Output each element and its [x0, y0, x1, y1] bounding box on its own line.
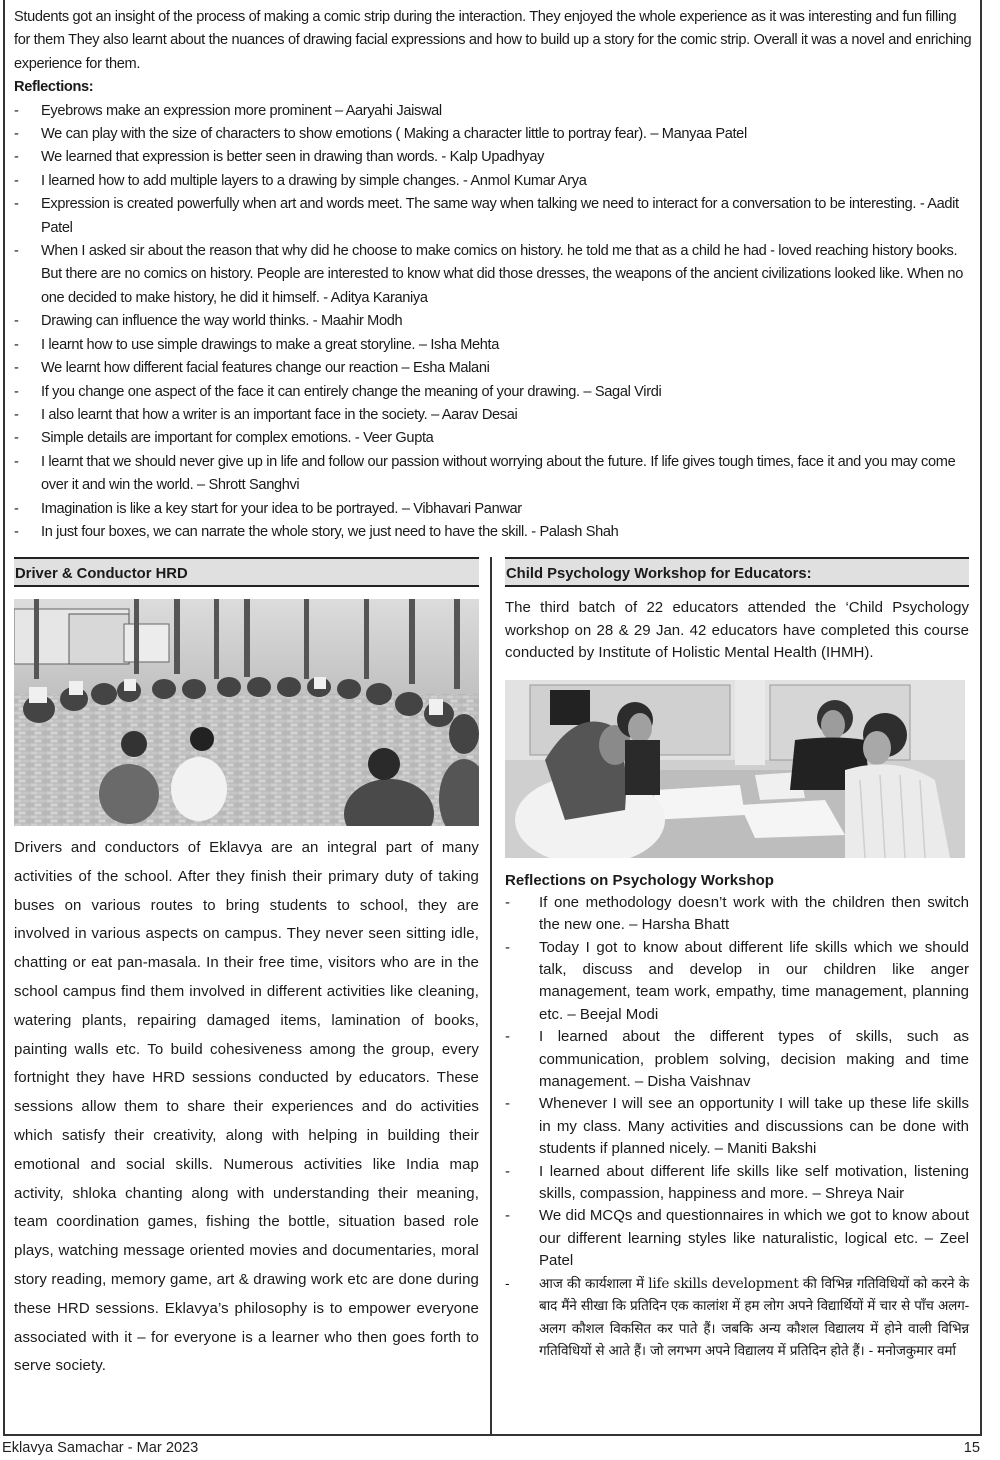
section-heading-psychology: Child Psychology Workshop for Educators:	[505, 557, 969, 587]
comic-intro-paragraph: Students got an insight of the process of making a comic strip during the interaction. They enjoyed the whole experience as it was interesting and fun filling for them They also learnt about the nuances of drawing facial expressions and how to build up a story for the comic strip. Overall it was a novel and enriching experience for them.	[14, 9, 972, 72]
list-item: - I learned about the different types of skills, such as communication, problem solving, decision making and time management. – Disha Vaishnav	[505, 1028, 969, 1091]
list-item: - I learnt how to use simple drawings to make a great storyline. – Isha Mehta	[14, 336, 500, 353]
footer-publication: Eklavya Samachar - Mar 2023	[2, 1440, 199, 1456]
list-item: - I also learnt that how a writer is an important face in the society. – Aarav Desai	[14, 406, 518, 423]
list-item: - I learned about different life skills like self motivation, listening skills, compassion, happiness and more. – Shreya Nair	[505, 1162, 969, 1203]
section-heading-driver: Driver & Conductor HRD	[14, 557, 479, 587]
list-item: - I learnt that we should never give up in life and follow our passion without worrying about the future. If life gives tough times, face it and you may come over it and win the world. – Shrott Sanghvi	[14, 453, 956, 494]
list-item: - Today I got to know about different life skills which we should talk, discuss and develop in our children like anger management, team work, empathy, time management, planning etc. – Beejal Modi	[505, 938, 969, 1023]
list-item: - We did MCQs and questionnaires in which we got to know about our different learning styles like naturalistic, logical etc. – Zeel Patel	[505, 1207, 969, 1270]
column-divider	[490, 557, 492, 1436]
list-item: - Imagination is like a key start for your idea to be portrayed. – Vibhavari Panwar	[14, 500, 522, 517]
child-psychology-section	[505, 557, 969, 1362]
driver-hrd-photo	[14, 599, 479, 826]
list-item: - Whenever I will see an opportunity I will take up these life skills in my class. Many activities and discussions can be done with students if planned nicely. – Maniti Bakshi	[505, 1095, 969, 1158]
driver-conductor-section	[14, 557, 479, 1396]
list-item: - If you change one aspect of the face it can entirely change the meaning of your drawing. – Sagal Virdi	[14, 383, 662, 400]
list-item: - When I asked sir about the reason that why did he choose to make comics on history. he told me that as a child he had - loved reaching history books. But there are no comics on history. People are interested to know what did those dresses, the weapons of the ancient civilizations looked like. When no one decided to make history, he did it himself. - Aditya Karaniya	[14, 243, 963, 306]
list-item: - In just four boxes, we can narrate the whole story, we just need to have the skill. - Palash Shah	[14, 523, 619, 540]
comic-reflections-list	[14, 100, 972, 545]
driver-body-paragraph: Drivers and conductors of Eklavya are an integral part of many activities of the school. After they finish their primary duty of taking buses on various routes to bring students to school, they are involved in various aspects on campus. They never seen sitting idle, chatting or eat pan-masala. In their free time, visitors who are in the school campus find them involved in different activities like cleaning, watering plants, repairing damaged items, lamination of books, painting walls etc. To build cohesiveness among the group, every fortnight they have HRD sessions conducted by educators. These sessions allow them to share their experiences and do activities which satisfy their creativity, along with helping in building their emotional and social skills. Numerous activities like India map activity, shloka chanting along with understanding their meaning, team coordination games, fishing the bottle, situation based role plays, watching message oriented movies and documentaries, moral story reading, memory game, art & drawing work etc are done during these HRD sessions. Eklavya’s philosophy is to empower everyone associated with it – for everyone is a learner who then goes forth to serve society.	[14, 839, 479, 1375]
page-number: 15	[963, 1440, 980, 1456]
comic-strip-section	[14, 6, 972, 544]
list-item: - Drawing can influence the way world thinks. - Maahir Modh	[14, 313, 403, 330]
list-item: - We learnt how different facial features change our reaction – Esha Malani	[14, 360, 490, 377]
list-item: - Simple details are important for complex emotions. - Veer Gupta	[14, 430, 434, 447]
photo-illustration	[505, 680, 965, 858]
psychology-reflections-list	[505, 892, 969, 1363]
list-item: - If one methodology doesn’t work with the children then switch the new one. – Harsha Bhatt	[505, 893, 969, 934]
list-item: - We can play with the size of characters to show emotions ( Making a character little to portray fear). – Manyaa Patel	[14, 126, 747, 143]
reflections-heading: Reflections:	[14, 79, 94, 96]
psychology-workshop-photo	[505, 680, 965, 858]
psychology-body-paragraph: The third batch of 22 educators attended the ‘Child Psychology workshop on 28 & 29 Jan. 42 educators have completed this course conducted by Institute of Holistic Mental Health (IHMH).	[505, 599, 969, 662]
list-item: - आज की कार्यशाला में life skills development की विभिन्न गतिविधियों को करने के बाद मैंने सीखा कि प्रतिदिन एक कालांश में हम लोग अपने विद्यार्थियों में चार से पाँच अलग-अलग कौशल विकसित कर पाते हैं। जबकि अन्य कौशल विद्यालय में होने वाली विभिन्न गतिविधियों से आते हैं। जो लगभग अपने विद्यालय में प्रतिदिन होते हैं। - मनोजकुमार वर्मा	[505, 1275, 969, 1359]
list-item: - We learned that expression is better seen in drawing than words. - Kalp Upadhyay	[14, 149, 545, 166]
list-item: - I learned how to add multiple layers to a drawing by simple changes. - Anmol Kumar Arya	[14, 172, 587, 189]
psychology-reflections-heading: Reflections on Psychology Workshop	[505, 871, 774, 889]
list-item: - Expression is created powerfully when art and words meet. The same way when talking we need to interact for a conversation to be interesting. - Aadit Patel	[14, 196, 959, 236]
list-item: - Eyebrows make an expression more prominent – Aaryahi Jaiswal	[14, 102, 442, 119]
photo-illustration	[14, 599, 479, 826]
